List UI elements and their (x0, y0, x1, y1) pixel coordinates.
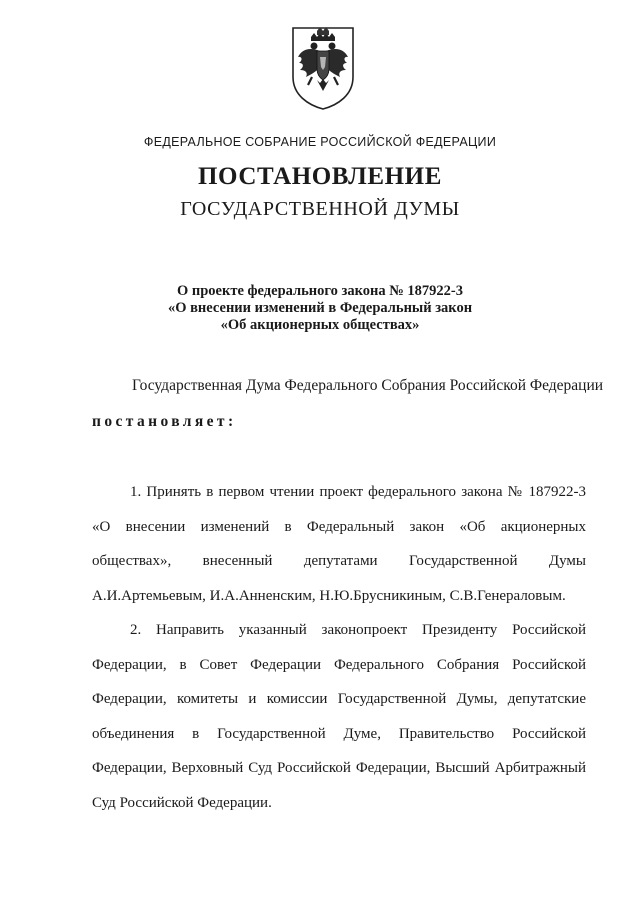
coat-of-arms-icon (290, 25, 356, 111)
preamble: Государственная Дума Федерального Собрания Российской Федерации (132, 377, 604, 394)
resolution-subject (0, 283, 640, 334)
subject-line-3: «Об акционерных обществах» (220, 317, 420, 333)
document-title: ПОСТАНОВЛЕНИЕ (197, 163, 443, 190)
subject-line-2: «О внесении изменений в Федеральный закон (167, 300, 473, 316)
assembly-name: ФЕДЕРАЛЬНОЕ СОБРАНИЕ РОССИЙСКОЙ ФЕДЕРАЦИИ (143, 135, 497, 149)
resolution-item-2: 2. Направить указанный законопроект Президенту Российской Федерации, в Совет Федерации Федерального Собрания Российской Федерации, комитеты и комиссии Государственной Думы, депутатские объединения в Государственной Думе, Правительство Российской Федерации, Верховный Суд Российской Федерации, Высший Арбитражный Суд Российской Федерации. (92, 622, 586, 811)
resolution-item-1: 1. Принять в первом чтении проект федерального закона № 187922-3 «О внесении изменений в Федеральный закон «Об акционерных обществах», внесенный депутатами Государственной Думы А.И.Артемьевым, И.А.Анненским, Н.Ю.Брусникиным, С.В.Генераловым. (92, 484, 586, 604)
resolves-keyword: постановляет: (92, 413, 237, 430)
document-issuer: ГОСУДАРСТВЕННОЙ ДУМЫ (180, 198, 460, 220)
subject-line-1: О проекте федерального закона № 187922-3 (176, 283, 464, 299)
